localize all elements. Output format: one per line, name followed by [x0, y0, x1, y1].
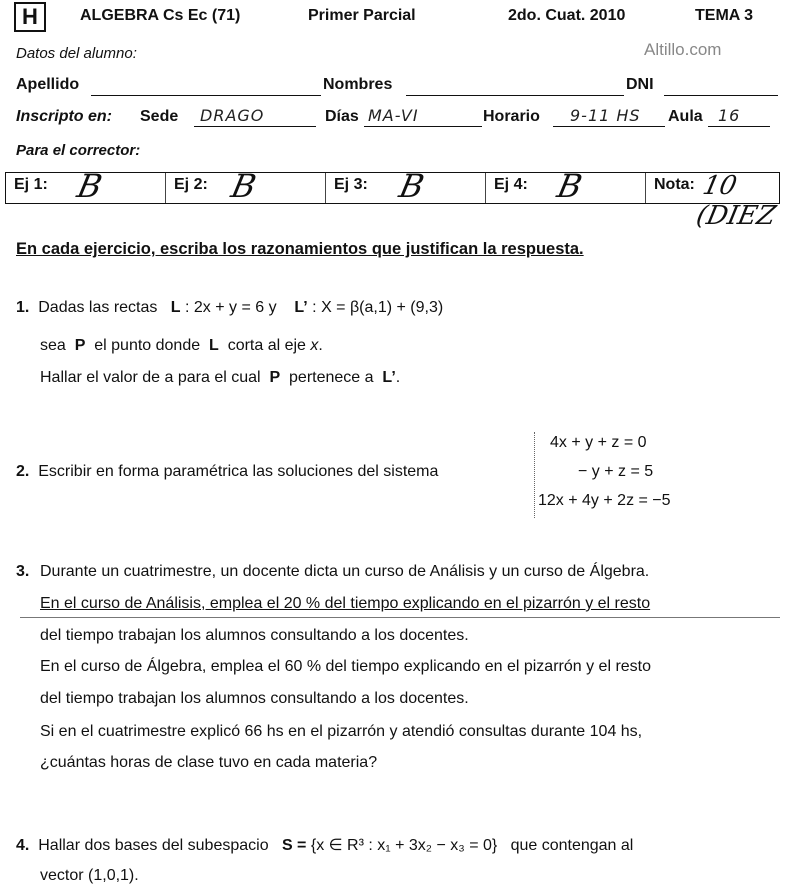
grade-label: Ej 1:	[14, 176, 48, 193]
inscripto-label: Inscripto en:	[16, 108, 113, 125]
exercise-3-line: del tiempo trabajan los alumnos consultando a los docentes.	[40, 690, 469, 707]
sede-label: Sede	[140, 108, 179, 125]
system-eq-2: − y + z = 5	[578, 463, 654, 480]
text: Dadas las rectas	[38, 299, 158, 316]
text: Escribir en forma paramétrica las soluciones del sistema	[38, 463, 439, 480]
watermark: Altillo.com	[644, 40, 722, 59]
exercise-2-line	[16, 463, 438, 481]
exercise-3-line: ¿cuántas horas de clase tuvo en cada materia?	[40, 754, 378, 771]
instruction: En cada ejercicio, escriba los razonamientos que justifican la respuesta.	[16, 240, 584, 258]
grade-cell-ej4	[486, 167, 646, 205]
exercise-number: 1.	[16, 299, 30, 316]
grade-value: B	[227, 167, 260, 205]
text: corta al eje	[227, 337, 306, 354]
grade-cell-ej2	[166, 167, 326, 205]
exercise-4-line-2: vector (1,0,1).	[40, 867, 139, 884]
point-P: P	[269, 369, 281, 386]
grade-value: 10 (DIEZ	[693, 171, 779, 231]
nombres-label: Nombres	[323, 76, 393, 93]
exercise-1-line-3: Hallar el valor de a para el cual P pertenece a L’.	[40, 369, 401, 386]
grade-cell-ej1	[6, 167, 166, 205]
text: pertenece a	[289, 369, 374, 386]
horario-field[interactable]	[553, 126, 665, 127]
line-L: L	[170, 299, 181, 316]
text: Hallar el valor de a para el cual	[40, 369, 261, 386]
dias-field[interactable]	[364, 126, 482, 127]
student-section-label: Datos del alumno:	[16, 45, 137, 62]
term-label: 2do. Cuat. 2010	[508, 7, 626, 24]
exercise-3-line: En el curso de Álgebra, emplea el 60 % del tiempo explicando en el pizarrón y el resto	[40, 658, 652, 675]
subspace-definition: {x ∈ R³ : x₁ + 3x₂ − x₃ = 0}	[310, 837, 498, 854]
text: : 2x + y = 6 y	[184, 299, 277, 316]
text: sea	[40, 337, 66, 354]
sede-value: DRAGO	[200, 106, 265, 125]
text: : X = β(a,1) + (9,3)	[312, 299, 444, 316]
dni-field[interactable]	[664, 95, 778, 96]
scan-line	[20, 617, 780, 618]
exercise-3-line: Durante un cuatrimestre, un docente dicta un curso de Análisis y un curso de Álgebra.	[40, 563, 650, 580]
exercise-3-line: del tiempo trabajan los alumnos consultando a los docentes.	[40, 627, 469, 644]
grade-table	[5, 167, 780, 231]
grade-label: Ej 4:	[494, 176, 528, 193]
apellido-field[interactable]	[91, 95, 321, 96]
exercise-3-line: En el curso de Análisis, emplea el 20 % del tiempo explicando en el pizarrón y el resto	[40, 595, 651, 612]
text: que contengan al	[510, 837, 634, 854]
dni-label: DNI	[626, 76, 654, 93]
dias-label: Días	[325, 108, 359, 125]
horario-label: Horario	[483, 108, 540, 125]
text: el punto donde	[94, 337, 201, 354]
tema-label: TEMA 3	[695, 7, 754, 24]
exercise-4-line-1	[16, 835, 633, 855]
subspace-S: S =	[281, 837, 307, 854]
grade-value: B	[73, 167, 106, 205]
exercise-number: 4.	[16, 837, 30, 854]
grade-value: B	[395, 167, 428, 205]
corrector-label: Para el corrector:	[16, 142, 141, 159]
exercise-3-line: Si en el cuatrimestre explicó 66 hs en el pizarrón y atendió consultas durante 104 hs,	[40, 723, 643, 740]
system-eq-1: 4x + y + z = 0	[550, 434, 647, 451]
line-L-prime: L’	[382, 369, 396, 386]
grade-label: Nota:	[654, 176, 695, 193]
grade-label: Ej 3:	[334, 176, 368, 193]
grade-cell-ej3	[326, 167, 486, 205]
system-eq-3: 12x + 4y + 2z = −5	[538, 492, 671, 509]
exam-title: Primer Parcial	[308, 7, 416, 24]
dias-value: MA-VI	[368, 106, 419, 125]
course-title: ALGEBRA Cs Ec (71)	[80, 7, 241, 24]
sede-field[interactable]	[194, 126, 316, 127]
tema-letter-box: H	[14, 2, 46, 32]
text: Hallar dos bases del subespacio	[38, 837, 269, 854]
aula-label: Aula	[668, 108, 703, 125]
exercise-number: 3.	[16, 563, 30, 580]
exercise-1-line-2: sea P el punto donde L corta al eje x.	[40, 337, 323, 354]
grade-label: Ej 2:	[174, 176, 208, 193]
nombres-field[interactable]	[406, 95, 624, 96]
exercise-1-line-1	[16, 299, 443, 317]
grade-cell-nota	[646, 171, 779, 231]
axis-x: x	[310, 337, 319, 354]
grade-value: B	[553, 167, 586, 205]
exercise-number: 2.	[16, 463, 30, 480]
horario-value: 9-11 HS	[570, 106, 641, 125]
point-P: P	[74, 337, 86, 354]
aula-field[interactable]	[708, 126, 770, 127]
line-L-prime: L’	[294, 299, 308, 316]
aula-value: 16	[718, 106, 741, 125]
line-L: L	[209, 337, 219, 354]
apellido-label: Apellido	[16, 76, 80, 93]
